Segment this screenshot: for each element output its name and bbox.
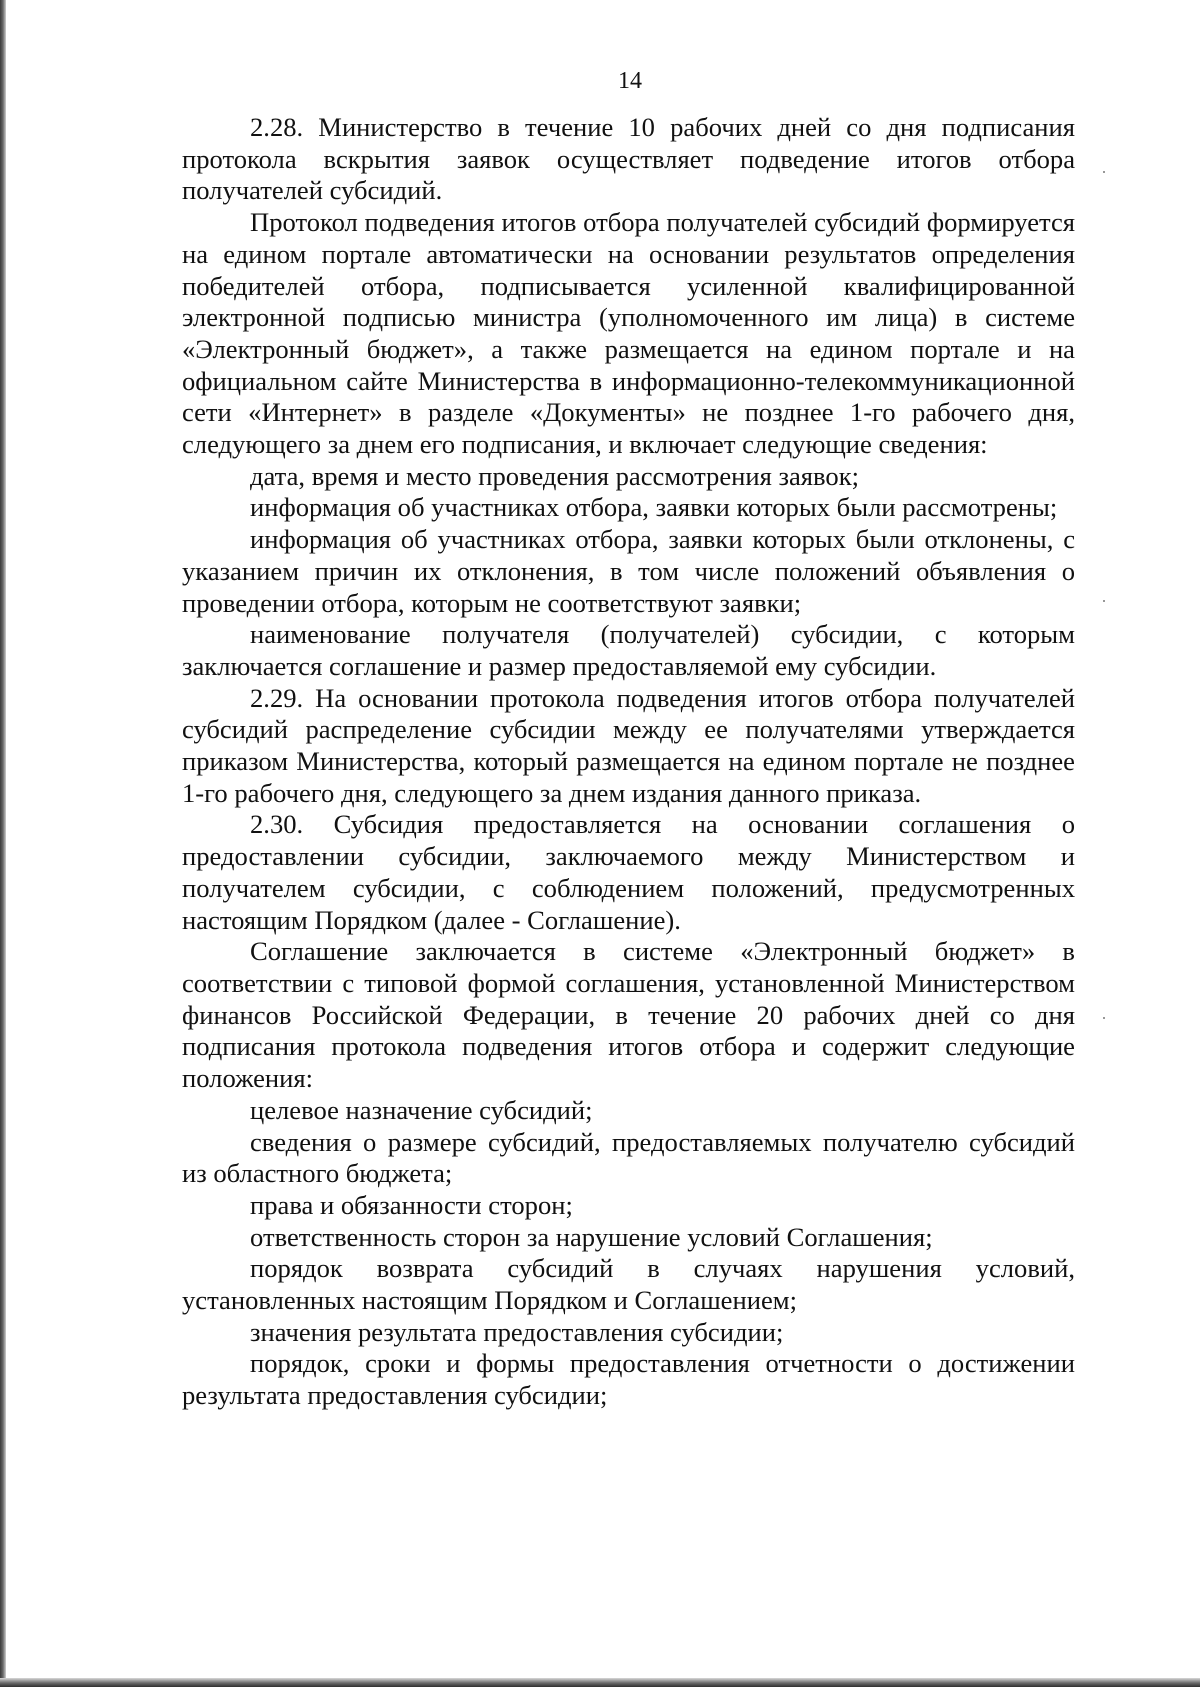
- paragraph: наименование получателя (получателей) субсидии, с которым заключается соглашение и размер предоставляемой ему субсидии.: [182, 619, 1075, 681]
- paragraph: права и обязанности сторон;: [250, 1189, 573, 1220]
- paragraph: информация об участниках отбора, заявки которых были отклонены, с указанием причин их отклонения, в том числе положений объявления о проведении отбора, которым не соответствуют заявки;: [182, 524, 1075, 618]
- paragraph: 2.29. На основании протокола подведения итогов отбора получателей субсидий распределение субсидии между ее получателями утверждается приказом Министерства, который размещается на едином портале не позднее 1-го рабочего дня, следующего за днем издания данного приказа.: [182, 682, 1075, 808]
- scan-speck: [1103, 171, 1105, 173]
- scan-speck: [1103, 1017, 1105, 1019]
- paragraph: значения результата предоставления субсидии;: [250, 1316, 784, 1347]
- paragraph: порядок, сроки и формы предоставления отчетности о достижении результата предоставления субсидии;: [182, 1348, 1075, 1411]
- paragraph: порядок возврата субсидий в случаях нарушения условий, установленных настоящим Порядком и Соглашением;: [182, 1253, 1075, 1316]
- paragraph: 2.30. Субсидия предоставляется на основании соглашения о предоставлении субсидии, заключаемого между Министерством и получателем субсидии, с соблюдением положений, предусмотренных настоящим Порядком (далее - Соглашение).: [182, 809, 1075, 935]
- paragraph: ответственность сторон за нарушение условий Соглашения;: [250, 1221, 933, 1252]
- scan-edge-left: [0, 0, 6, 1687]
- paragraph: Протокол подведения итогов отбора получателей субсидий формируется на едином портале автоматически на основании результатов определения победителей отбора, подписывается усиленной квалифицированной электронной подписью министра (уполномоченного им лица) в системе «Электронный бюджет», а также размещается на едином портале и на официальном сайте Министерства в информационно-телекоммуникационной сети «Интернет» в разделе «Документы» не позднее 1-го рабочего дня, следующего за днем его подписания, и включает следующие сведения:: [182, 207, 1075, 460]
- paragraph: информация об участниках отбора, заявки которых были рассмотрены;: [250, 492, 1058, 523]
- scan-edge-bottom: [0, 1678, 1200, 1687]
- document-body: [182, 112, 1075, 1412]
- paragraph: целевое назначение субсидий;: [250, 1094, 593, 1125]
- paragraph: сведения о размере субсидий, предоставляемых получателю субсидий из областного бюджета;: [182, 1126, 1075, 1189]
- paragraph: дата, время и место проведения рассмотрения заявок;: [250, 460, 860, 491]
- page-number: 14: [618, 68, 642, 94]
- paragraph: 2.28. Министерство в течение 10 рабочих дней со дня подписания протокола вскрытия заявок осуществляет подведение итогов отбора получателей субсидий.: [182, 112, 1075, 206]
- paragraph: Соглашение заключается в системе «Электронный бюджет» в соответствии с типовой формой соглашения, установленной Министерством финансов Российской Федерации, в течение 20 рабочих дней со дня подписания протокола подведения итогов отбора и содержит следующие положения:: [182, 936, 1075, 1094]
- scan-speck: [1103, 600, 1105, 602]
